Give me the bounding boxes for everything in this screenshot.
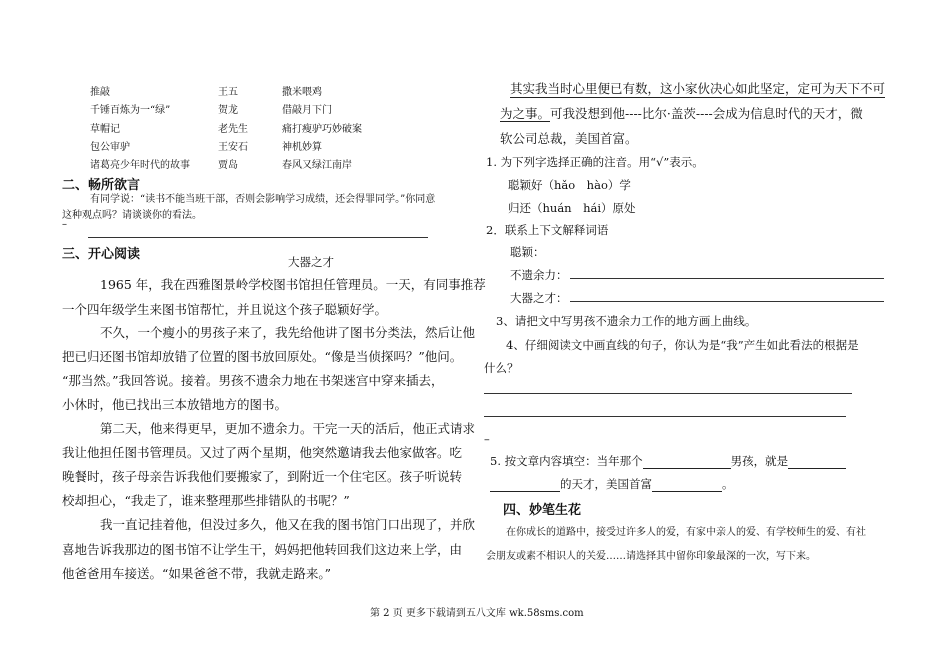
article-line: 不久，一个瘦小的男孩子来了，我先给他讲了图书分类法，然后让他	[100, 325, 476, 340]
question-2a: 聪颖：	[510, 245, 545, 259]
section2-text: 这种观点吗？请谈谈你的看法。	[62, 210, 202, 221]
article-line: 软公司总裁，美国首富。	[500, 131, 638, 146]
table-cell: 诸葛亮少年时代的故事	[90, 160, 190, 171]
article-line: 第二天，他来得更早，更加不遗余力。干完一天的活后，他正式请求	[100, 421, 476, 436]
fill-blank[interactable]	[788, 456, 846, 469]
article-line: 校却担心，“我走了，谁来整理那些排错队的书呢？”	[62, 493, 350, 508]
fill-blank[interactable]	[652, 479, 722, 492]
article-line: 我一直记挂着他，但没过多久，他又在我的图书馆门口出现了，并欣	[100, 517, 476, 532]
table-cell: 春风又绿江南岸	[282, 160, 352, 171]
article-line: “那当然。”我回答说。接着。男孩不遗余力地在书架迷宫中穿来插去，	[62, 373, 444, 388]
underlined-sentence: 其实我当时心里便已有数，这小家伙决心如此坚定，定可为天下不可	[510, 81, 886, 96]
answer-line[interactable]	[484, 416, 846, 417]
fill-blank[interactable]	[643, 456, 731, 469]
page-footer: 第 2 页 更多下载请到五八文库 wk.58sms.com	[370, 608, 584, 619]
section2-text: 有同学说：“读书不能当班干部，否则会影响学习成绩，还会得罪同学。”你同意	[90, 194, 436, 205]
question-3: 3、请把文中写男孩不遗余力工作的地方画上曲线。	[496, 314, 757, 328]
table-cell: 推敲	[90, 87, 110, 98]
answer-line[interactable]	[570, 278, 884, 279]
question-2: 2．联系上下文解释词语	[486, 223, 609, 237]
table-cell: 神机妙算	[282, 142, 322, 153]
q5-text: 男孩，就是	[730, 454, 789, 468]
question-1: 1. 为下列字选择正确的注音。用“√”表示。	[486, 155, 704, 169]
section-heading-3: 三、开心阅读	[62, 247, 141, 262]
question-2b: 不遗余力：	[510, 268, 568, 282]
table-cell: 贾岛	[218, 160, 238, 171]
article-line: 小休时，他已找出三本放错地方的图书。	[62, 397, 288, 412]
question-5-cont	[490, 476, 734, 492]
question-1b: 归还（huán hái）原处	[508, 201, 636, 215]
article-line: 他爸爸用车接送。“如果爸爸不带，我就走路来。”	[62, 566, 332, 581]
article-line: 一个四年级学生来图书馆帮忙，并且说这个孩子聪颖好学。	[62, 302, 388, 317]
article-line	[500, 104, 863, 122]
fill-blank[interactable]	[490, 479, 560, 492]
q5-text: 的天才，美国首富	[560, 477, 652, 491]
article-line: 把已归还图书馆却放错了位置的图书放回原处。“像是当侦探吗？”他问。	[62, 349, 463, 364]
table-cell: 撒米喂鸡	[282, 87, 322, 98]
article-line: 晚餐时，孩子母亲告诉我他们要搬家了，到附近一个住宅区。孩子听说转	[62, 469, 463, 484]
section4-text: 会朋友或素不相识人的关爱……请选择其中留你印象最深的一次，写下来。	[486, 551, 816, 562]
question-4: 4、仔细阅读文中画直线的句子，你认为是“我”产生如此看法的根据是	[506, 338, 859, 352]
q5-text: 5. 按文章内容填空：当年那个	[490, 454, 643, 468]
article-title: 大器之才	[288, 255, 334, 269]
question-4-dash: –	[484, 432, 490, 446]
table-cell: 王五	[218, 87, 238, 98]
article-line: 1965 年，我在西雅图景岭学校图书馆担任管理员。一天，有同事推荐	[100, 277, 486, 292]
question-5	[490, 453, 846, 469]
answer-line[interactable]	[88, 237, 428, 238]
table-cell: 包公审驴	[90, 142, 130, 153]
table-cell: 借敲月下门	[282, 105, 332, 116]
underlined-sentence: 为之事。	[500, 106, 551, 121]
article-line: 喜地告诉我那边的图书馆不让学生干，妈妈把他转回我们这边来上学，由	[62, 542, 463, 557]
question-4-cont: 什么？	[484, 361, 519, 375]
section-heading-4: 四、妙笔生花	[503, 503, 582, 518]
table-cell: 王安石	[218, 142, 248, 153]
table-cell: 草帽记	[90, 124, 120, 135]
article-text: 可我没想到他----比尔·盖茨----会成为信息时代的天才，微	[550, 106, 863, 121]
section2-dash: –	[62, 219, 67, 230]
table-cell: 千锤百炼为一“绿”	[90, 105, 171, 116]
table-cell: 贺龙	[218, 105, 238, 116]
answer-line[interactable]	[570, 301, 884, 302]
q5-text: 。	[722, 477, 734, 491]
section4-text: 在你成长的道路中，接受过许多人的爱，有家中亲人的爱、有学校师生的爱、有社	[506, 527, 866, 538]
question-2c: 大器之才：	[510, 291, 568, 305]
article-line: 我让他担任图书管理员。又过了两个星期，他突然邀请我去他家做客。吃	[62, 445, 463, 460]
table-cell: 老先生	[218, 124, 248, 135]
question-1a: 聪颖好（hǎo hào）学	[508, 178, 631, 192]
table-cell: 痛打瘦驴巧妙破案	[282, 124, 362, 135]
section-heading-2: 二、畅所欲言	[62, 178, 141, 193]
answer-line[interactable]	[484, 393, 852, 394]
